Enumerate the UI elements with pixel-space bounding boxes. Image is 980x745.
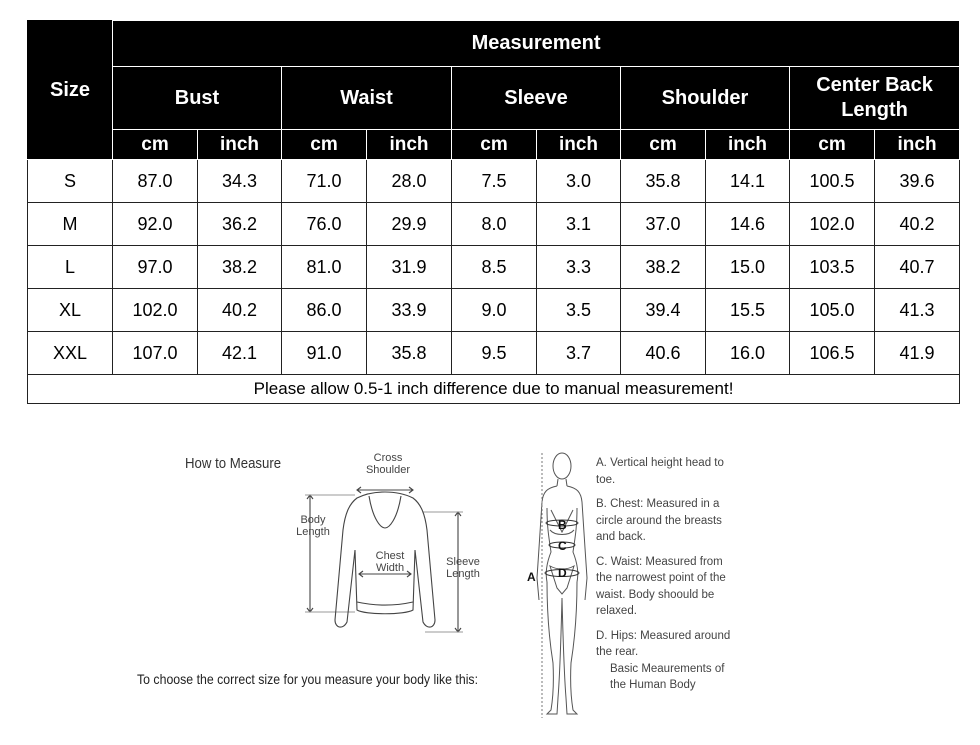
notes-footer: Basic Meaurements of the Human Body (610, 662, 725, 691)
waist-header: Waist (282, 67, 452, 130)
figure-label-a: A (527, 570, 536, 584)
value-cell: 7.5 (452, 160, 537, 203)
value-cell: 41.9 (875, 332, 960, 375)
value-cell: 33.9 (367, 289, 452, 332)
unit-cm-header: cm (113, 130, 198, 160)
unit-cm-header: cm (790, 130, 875, 160)
value-cell: 40.2 (875, 203, 960, 246)
value-cell: 91.0 (282, 332, 367, 375)
value-cell: 106.5 (790, 332, 875, 375)
value-cell: 8.0 (452, 203, 537, 246)
center-back-length-header: Center Back Length (790, 67, 960, 130)
sleeve-length-label: Sleeve Length (446, 556, 480, 580)
sleeve-header: Sleeve (452, 67, 621, 130)
value-cell: 14.6 (706, 203, 790, 246)
unit-inch-header: inch (367, 130, 452, 160)
size-cell: XL (28, 289, 113, 332)
value-cell: 9.5 (452, 332, 537, 375)
note-d: D. Hips: Measured around the rear. (596, 629, 731, 658)
shoulder-header: Shoulder (621, 67, 790, 130)
choose-size-instruction: To choose the correct size for you measure your body like this: (137, 671, 479, 687)
measurement-note: Please allow 0.5-1 inch difference due to manual measurement! (28, 375, 960, 404)
size-column-header: Size (28, 21, 113, 160)
value-cell: 35.8 (367, 332, 452, 375)
value-cell: 92.0 (113, 203, 198, 246)
value-cell: 39.4 (621, 289, 706, 332)
value-cell: 76.0 (282, 203, 367, 246)
table-row (28, 246, 960, 289)
human-figure-diagram (525, 448, 595, 723)
value-cell: 29.9 (367, 203, 452, 246)
value-cell: 103.5 (790, 246, 875, 289)
value-cell: 87.0 (113, 160, 198, 203)
value-cell: 3.1 (537, 203, 621, 246)
garment-diagram (295, 470, 475, 640)
unit-inch-header: inch (875, 130, 960, 160)
body-length-label: Body Length (296, 514, 330, 538)
value-cell: 14.1 (706, 160, 790, 203)
value-cell: 41.3 (875, 289, 960, 332)
value-cell: 8.5 (452, 246, 537, 289)
value-cell: 102.0 (790, 203, 875, 246)
table-row (28, 332, 960, 375)
bust-header: Bust (113, 67, 282, 130)
value-cell: 28.0 (367, 160, 452, 203)
measurement-notes (596, 455, 736, 694)
value-cell: 81.0 (282, 246, 367, 289)
table-row (28, 289, 960, 332)
value-cell: 9.0 (452, 289, 537, 332)
size-rows (28, 160, 960, 375)
value-cell: 107.0 (113, 332, 198, 375)
value-cell: 38.2 (198, 246, 282, 289)
size-cell: L (28, 246, 113, 289)
measurement-header: Measurement (113, 21, 960, 67)
note-a: A. Vertical height head to toe. (596, 457, 724, 486)
value-cell: 40.2 (198, 289, 282, 332)
value-cell: 34.3 (198, 160, 282, 203)
value-cell: 40.6 (621, 332, 706, 375)
size-cell: XXL (28, 332, 113, 375)
value-cell: 15.5 (706, 289, 790, 332)
value-cell: 42.1 (198, 332, 282, 375)
value-cell: 3.0 (537, 160, 621, 203)
value-cell: 71.0 (282, 160, 367, 203)
table-row (28, 203, 960, 246)
unit-inch-header: inch (537, 130, 621, 160)
value-cell: 38.2 (621, 246, 706, 289)
value-cell: 40.7 (875, 246, 960, 289)
value-cell: 39.6 (875, 160, 960, 203)
size-cell: M (28, 203, 113, 246)
unit-inch-header: inch (198, 130, 282, 160)
value-cell: 15.0 (706, 246, 790, 289)
value-cell: 31.9 (367, 246, 452, 289)
value-cell: 3.7 (537, 332, 621, 375)
size-cell: S (28, 160, 113, 203)
unit-inch-header: inch (706, 130, 790, 160)
chest-width-label: Chest Width (375, 550, 405, 574)
value-cell: 37.0 (621, 203, 706, 246)
figure-label-b: B (558, 518, 567, 532)
value-cell: 3.5 (537, 289, 621, 332)
value-cell: 100.5 (790, 160, 875, 203)
value-cell: 86.0 (282, 289, 367, 332)
cross-shoulder-label: Cross Shoulder (365, 452, 411, 476)
value-cell: 35.8 (621, 160, 706, 203)
value-cell: 102.0 (113, 289, 198, 332)
figure-label-d: D (558, 566, 567, 580)
value-cell: 36.2 (198, 203, 282, 246)
unit-cm-header: cm (621, 130, 706, 160)
value-cell: 16.0 (706, 332, 790, 375)
how-to-measure-title: How to Measure (185, 455, 282, 472)
unit-cm-header: cm (452, 130, 537, 160)
value-cell: 105.0 (790, 289, 875, 332)
size-chart-table (27, 20, 960, 404)
note-b: B. Chest: Measured in a circle around the breasts and back. (596, 498, 722, 543)
unit-cm-header: cm (282, 130, 367, 160)
value-cell: 3.3 (537, 246, 621, 289)
figure-label-c: C (558, 539, 567, 553)
table-row (28, 160, 960, 203)
value-cell: 97.0 (113, 246, 198, 289)
note-c: C. Waist: Measured from the narrowest point of the waist. Body shoould be relaxed. (596, 555, 726, 617)
